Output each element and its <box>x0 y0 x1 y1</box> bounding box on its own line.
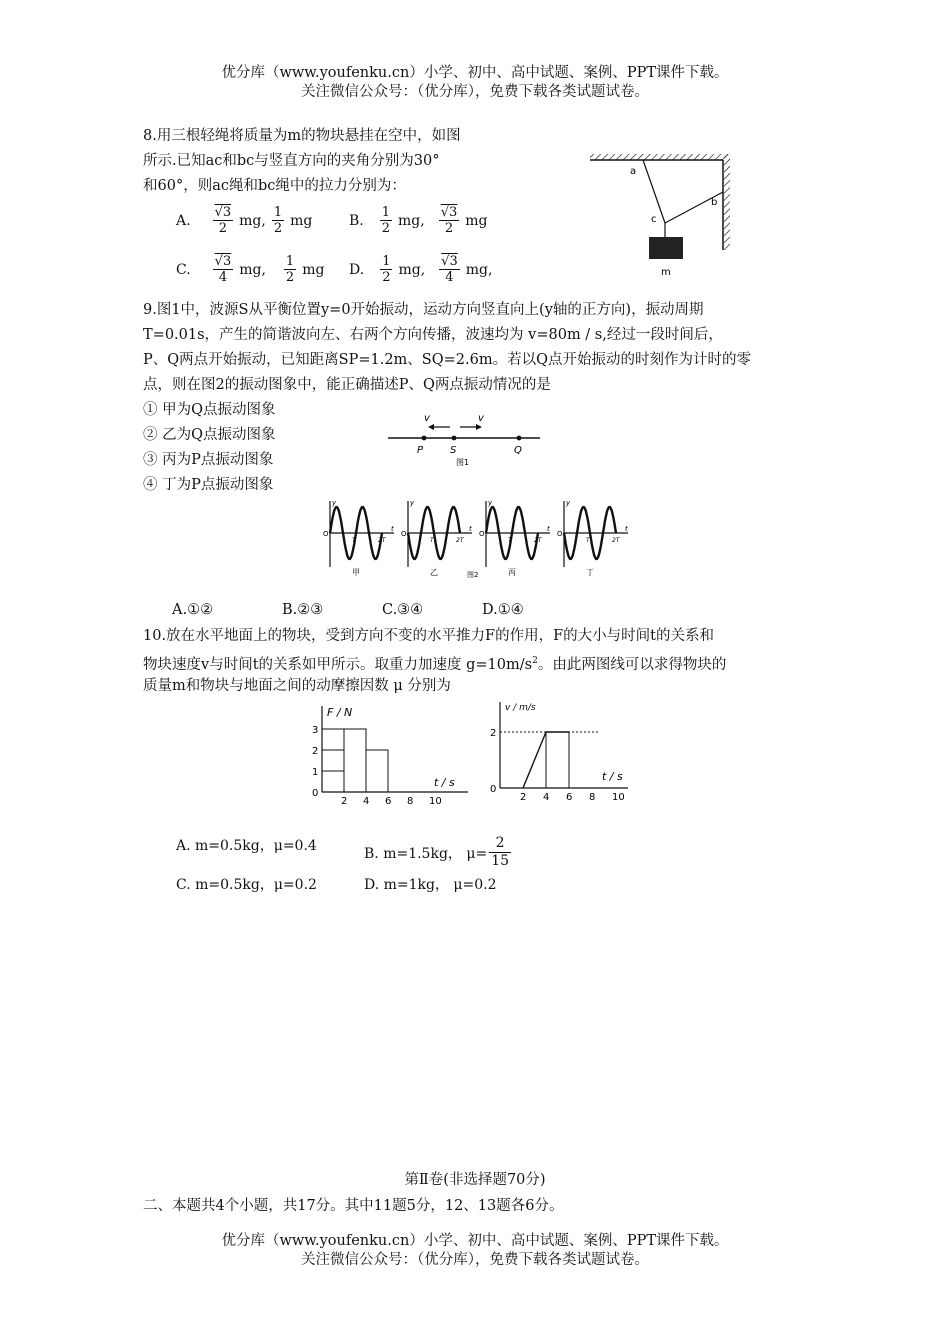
fraction <box>439 205 460 236</box>
arrow-right-head <box>476 424 482 430</box>
x-tick-label: 8 <box>589 792 596 803</box>
q8-option-b <box>349 205 488 236</box>
y-axis-label: F / N <box>327 706 353 719</box>
q9-statement-2: ② 乙为Q点振动图象 <box>143 427 276 443</box>
x-tick-label: 10 <box>612 792 625 803</box>
origin-label: O <box>557 530 563 538</box>
q10-velocity-time-graph <box>488 696 648 806</box>
q9-option-c: C.③④ <box>382 602 424 618</box>
y-label: y <box>410 499 415 507</box>
t-label: t <box>391 525 394 533</box>
fraction <box>284 254 296 285</box>
caption-fig2: 图2 <box>467 571 479 579</box>
numerator: 2 <box>489 835 511 853</box>
graph-label: 甲 <box>352 568 360 577</box>
caption-fig1: 图1 <box>456 458 470 467</box>
q9-option-a: A.①② <box>172 602 214 618</box>
text: 。由此两图线可以求得物块的 <box>537 656 727 673</box>
label-s: S <box>450 445 457 456</box>
header-line-2: 关注微信公众号：（优分库），免费下载各类试题试卷。 <box>301 84 649 100</box>
y-label: y <box>566 499 571 507</box>
option-letter: C. <box>176 261 191 278</box>
q9-figure-1 <box>384 405 544 467</box>
label-p: P <box>417 445 424 456</box>
unit: mg <box>465 212 488 229</box>
denominator: 4 <box>445 270 454 285</box>
denominator: 2 <box>218 221 227 236</box>
denominator: 2 <box>381 221 391 236</box>
y-axis-label: v / m/s <box>505 703 536 713</box>
q9-stem-line-4: 点，则在图2的振动图象中，能正确描述P、Q两点振动情况的是 <box>143 377 551 393</box>
q8-stem-line-2: 所示.已知ac和bc与竖直方向的夹角分别为30° <box>143 153 440 169</box>
unit: mg <box>290 212 313 229</box>
label-v-right: v <box>478 413 484 424</box>
unit: mg, <box>398 261 426 278</box>
fraction <box>380 254 392 285</box>
label-c: c <box>651 214 657 225</box>
block-m <box>649 237 683 259</box>
graph-label: 乙 <box>430 568 438 577</box>
x-tick-label: 6 <box>385 796 392 807</box>
label-v-left: v <box>424 413 430 424</box>
x-tick-label: 8 <box>407 796 414 807</box>
arrow-left-head <box>428 424 434 430</box>
numerator: 1 <box>285 254 295 269</box>
q9-stem-line-3: P、Q两点开始振动，已知距离SP=1.2m、SQ=2.6m。若以Q点开始振动的时刻作为计时的零 <box>143 352 751 368</box>
superscript: 2 <box>532 656 538 666</box>
origin-label: 0 <box>312 788 319 799</box>
t-label: t <box>547 525 550 533</box>
label-b: b <box>711 197 718 208</box>
fraction <box>213 205 234 236</box>
origin-label: O <box>401 530 407 538</box>
footer-line-2: 关注微信公众号：（优分库），免费下载各类试题试卷。 <box>301 1252 649 1268</box>
q8-option-a <box>176 205 312 236</box>
x-tick-label: 2 <box>520 792 527 803</box>
unit: mg, <box>239 212 266 229</box>
fraction <box>439 254 460 285</box>
q9-statement-4: ④ 丁为P点振动图象 <box>143 477 274 493</box>
denominator: 2 <box>273 221 283 236</box>
q10-force-time-graph <box>308 700 478 806</box>
numerator: √3 <box>214 205 232 220</box>
y-tick-label: 3 <box>312 725 319 736</box>
force-step <box>366 750 388 792</box>
q10-stem-line-3: 质量m和物块与地面之间的动摩擦因数 μ 分别为 <box>143 678 451 694</box>
q9-stem-line-2: T=0.01s，产生的简谐波向左、右两个方向传播，波速均为 v=80m / s,经过一段时间后， <box>143 327 723 343</box>
section-2-title: 第Ⅱ卷(非选择题70分) <box>404 1172 546 1188</box>
q8-stem-line-1: 8.用三根轻绳将质量为m的物块悬挂在空中，如图 <box>143 128 461 144</box>
tick-2T: 2T <box>534 537 542 544</box>
origin-label: O <box>323 530 329 538</box>
fraction <box>213 254 234 285</box>
fraction <box>380 205 392 236</box>
q9-statement-1: ① 甲为Q点振动图象 <box>143 402 276 418</box>
q8-option-c <box>176 254 324 285</box>
wall-hatch <box>724 154 730 250</box>
q10-option-b <box>364 835 511 870</box>
option-text: B. m=1.5kg， μ= <box>364 845 488 862</box>
tick-2T: 2T <box>378 537 386 544</box>
tick-T: T <box>352 537 356 544</box>
tick-2T: 2T <box>456 537 464 544</box>
denominator: 2 <box>382 270 391 285</box>
label-a: a <box>630 166 637 177</box>
q10-stem-line-1: 10.放在水平地面上的物块，受到方向不变的水平推力F的作用，F的大小与时间t的关系和 <box>143 628 715 644</box>
option-letter: D. <box>349 261 365 278</box>
origin-label: O <box>479 530 485 538</box>
section-2-description: 二、本题共4个小题，共17分。其中11题5分，12、13题各6分。 <box>143 1198 564 1214</box>
numerator: √3 <box>441 254 458 269</box>
x-tick-label: 6 <box>566 792 573 803</box>
q9-option-b: B.②③ <box>282 602 324 618</box>
fraction <box>272 205 284 236</box>
q8-stem-line-3: 和60°，则ac绳和bc绳中的拉力分别为： <box>143 178 406 194</box>
header-line-1: 优分库（www.youfenku.cn）小学、初中、高中试题、案例、PPT课件下载。 <box>221 65 729 81</box>
option-letter: B. <box>349 212 364 229</box>
y-label: y <box>332 499 337 507</box>
fraction <box>489 835 511 870</box>
accel-segment <box>523 732 546 788</box>
numerator: √3 <box>214 254 232 269</box>
q8-suspension-figure <box>585 148 745 280</box>
ceiling-hatch <box>590 154 730 160</box>
force-step <box>344 729 366 792</box>
point-q <box>517 436 522 441</box>
q10-option-d: D. m=1kg， μ=0.2 <box>364 877 497 893</box>
q8-option-d <box>349 254 492 285</box>
q9-option-d: D.①④ <box>482 602 524 618</box>
origin-label: 0 <box>490 784 497 795</box>
point-p <box>422 436 427 441</box>
denominator: 2 <box>285 270 295 285</box>
text: 物块速度v与时间t的关系如甲所示。取重力加速度 g=10m/s <box>143 656 533 673</box>
unit: mg, <box>465 261 493 278</box>
q9-figure-2 <box>322 493 628 581</box>
y-tick-label: 2 <box>312 746 319 757</box>
x-tick-label: 4 <box>543 792 550 803</box>
t-label: t <box>469 525 472 533</box>
force-step <box>322 771 344 792</box>
y-tick-label: 2 <box>490 728 497 739</box>
label-q: Q <box>514 445 522 456</box>
denominator: 15 <box>491 853 510 869</box>
label-m: m <box>661 267 671 278</box>
tick-T: T <box>508 537 512 544</box>
y-label: y <box>488 499 493 507</box>
denominator: 2 <box>444 221 454 236</box>
x-axis-label: t / s <box>602 770 623 783</box>
x-axis-label: t / s <box>434 776 455 789</box>
unit: mg <box>302 261 325 278</box>
denominator: 4 <box>218 270 228 285</box>
x-tick-label: 4 <box>363 796 370 807</box>
unit: mg, <box>239 261 266 278</box>
tick-T: T <box>430 537 434 544</box>
x-tick-label: 10 <box>429 796 442 807</box>
graph-label: 丙 <box>508 568 516 577</box>
q10-option-c: C. m=0.5kg，μ=0.2 <box>176 877 317 893</box>
t-label: t <box>625 525 628 533</box>
q10-option-a: A. m=0.5kg，μ=0.4 <box>176 838 317 854</box>
q9-stem-line-1: 9.图1中，波源S从平衡位置y=0开始振动，运动方向竖直向上(y轴的正方向)，振动周期 <box>143 302 704 318</box>
numerator: 1 <box>273 205 283 220</box>
footer-line-1: 优分库（www.youfenku.cn）小学、初中、高中试题、案例、PPT课件下载。 <box>221 1233 729 1249</box>
numerator: 1 <box>381 205 391 220</box>
x-tick-label: 2 <box>341 796 348 807</box>
option-letter: A. <box>176 212 191 229</box>
numerator: √3 <box>440 205 458 220</box>
q9-statement-3: ③ 丙为P点振动图象 <box>143 452 274 468</box>
graph-label: 丁 <box>586 568 594 577</box>
tick-T: T <box>586 537 590 544</box>
unit: mg, <box>398 212 425 229</box>
point-s <box>452 436 457 441</box>
tick-2T: 2T <box>612 537 620 544</box>
y-tick-label: 1 <box>312 767 319 778</box>
numerator: 1 <box>382 254 391 269</box>
